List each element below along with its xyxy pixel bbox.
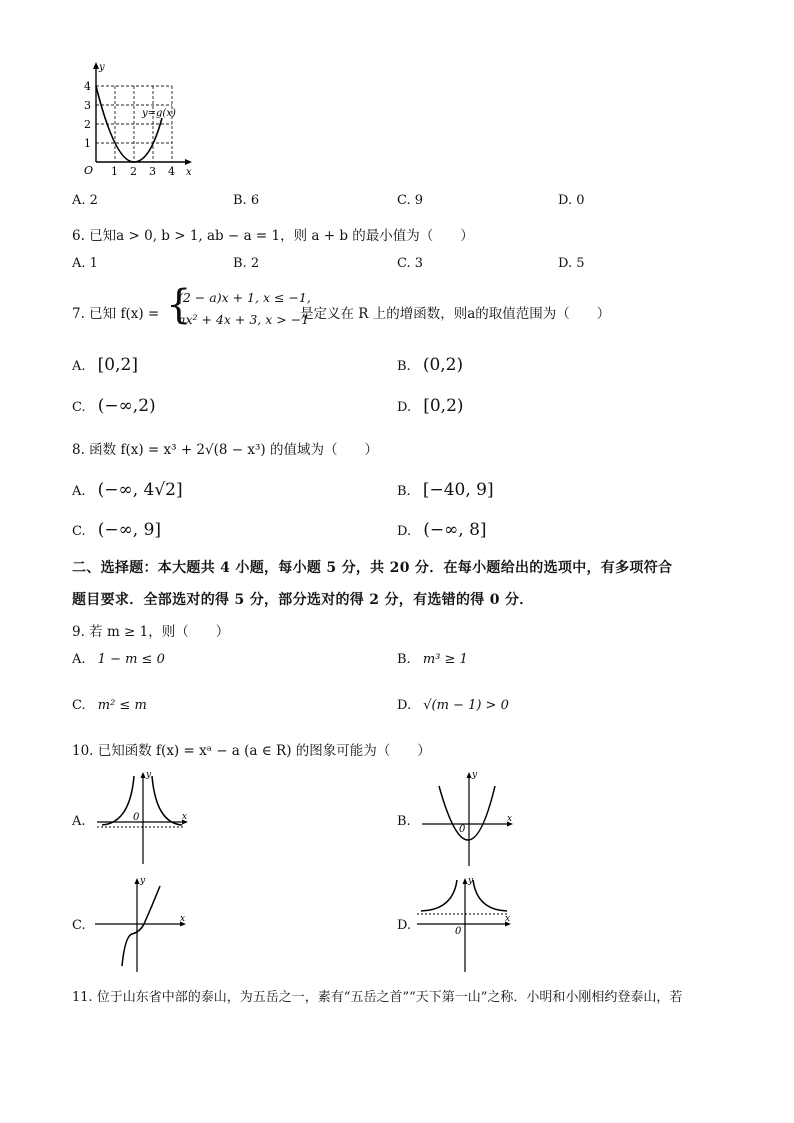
y-label: y [146, 770, 152, 780]
q7-option-d-letter: D. [397, 400, 412, 415]
q8-option-b[interactable] [397, 480, 494, 500]
y-tick-4: 4 [84, 80, 91, 93]
q9-option-b[interactable] [397, 652, 468, 667]
x-axis-arrow [185, 159, 192, 165]
q8-option-d-value: (−∞, 8] [423, 520, 487, 540]
q7-option-c[interactable] [72, 396, 156, 416]
q5-option-c[interactable]: C. 9 [397, 193, 424, 208]
q6-option-d[interactable]: D. 5 [558, 256, 585, 271]
section-2-heading-line-2: 题目要求．全部选对的得 5 分，部分选对的得 2 分，有选错的得 0 分． [72, 592, 534, 608]
q7-option-b[interactable] [397, 355, 463, 375]
q7-option-b-value: (0,2) [422, 355, 464, 375]
y-label: y [472, 770, 478, 780]
q9-option-c-letter: C. [72, 698, 86, 713]
q11-stem: 11. 位于山东省中部的泰山，为五岳之一，素有“五岳之首”“天下第一山”之称．小明和小刚相约登泰山，若 [72, 990, 683, 1005]
origin-label: 0 [133, 812, 140, 823]
graph-x-label: x [186, 167, 192, 178]
arrow-y [141, 772, 146, 778]
curve-right [473, 880, 507, 911]
q8-option-d[interactable] [397, 520, 487, 540]
q8-option-c-value: (−∞, 9] [97, 520, 162, 540]
cubic-curve [122, 886, 160, 966]
q7-option-c-letter: C. [72, 400, 86, 415]
arrow-y [135, 878, 140, 884]
x-tick-3: 3 [149, 165, 156, 178]
q6-option-a[interactable]: A. 1 [72, 256, 98, 271]
q10-option-c-letter[interactable]: C. [72, 918, 86, 933]
q10-graph-b[interactable] [417, 768, 517, 868]
q7-option-d[interactable] [397, 396, 464, 416]
y-label: y [140, 876, 146, 886]
q8-option-c[interactable] [72, 520, 161, 540]
q6-option-c[interactable]: C. 3 [397, 256, 424, 271]
x-tick-1: 1 [111, 165, 118, 178]
x-label: x [180, 914, 186, 924]
q9-option-a-letter: A. [72, 652, 86, 667]
graph-origin: O [84, 164, 94, 177]
q8-stem: 8. 函数 f(x) = x³ + 2√(8 − x³) 的值域为（ ） [72, 442, 378, 458]
q10-stem: 10. 已知函数 f(x) = xᵃ − a (a ∈ R) 的图象可能为（ ） [72, 743, 431, 759]
q8-option-b-letter: B. [397, 484, 411, 499]
q7-stem-suffix: 是定义在 R 上的增函数，则a的取值范围为（ ） [300, 306, 611, 322]
section-2-heading-line-1: 二、选择题：本大题共 4 小题，每小题 5 分，共 20 分．在每小题给出的选项中，有多项符合 [72, 560, 673, 576]
g-function-graph [70, 58, 200, 180]
graph-curve-label: y=g(x) [142, 108, 176, 119]
arrow-y [463, 878, 468, 884]
q10-option-d-letter[interactable]: D. [397, 918, 412, 933]
q10-graph-d[interactable] [417, 874, 517, 974]
q7-option-b-letter: B. [397, 359, 411, 374]
q7-case-1: (2 − a)x + 1, x ≤ −1, [178, 290, 311, 305]
y-tick-3: 3 [84, 99, 91, 112]
q8-option-d-letter: D. [397, 524, 412, 539]
q5-option-a[interactable]: A. 2 [72, 193, 98, 208]
q7-stem-prefix: 7. 已知 f(x) = [72, 306, 160, 322]
q7-case-2: ax² + 4x + 3, x > −1 [178, 312, 310, 327]
q9-option-a-value: 1 − m ≤ 0 [97, 652, 165, 667]
q9-option-d-value: √(m − 1) > 0 [423, 698, 509, 713]
y-tick-1: 1 [84, 137, 91, 150]
x-tick-2: 2 [130, 165, 137, 178]
curve-right [152, 776, 182, 825]
q9-option-a[interactable] [72, 652, 165, 667]
q6-option-b[interactable]: B. 2 [233, 256, 260, 271]
q7-option-d-value: [0,2) [423, 396, 464, 416]
q8-option-b-value: [−40, 9] [422, 480, 494, 500]
q5-option-d[interactable]: D. 0 [558, 193, 585, 208]
q9-option-d[interactable] [397, 698, 509, 713]
q7-option-c-value: (−∞,2) [97, 396, 156, 416]
arrow-y [467, 772, 472, 778]
q5-option-b[interactable]: B. 6 [233, 193, 260, 208]
curve-left [102, 776, 134, 825]
x-label: x [507, 814, 513, 824]
q7-option-a-letter: A. [72, 359, 86, 374]
q8-option-c-letter: C. [72, 524, 86, 539]
q9-option-c-value: m² ≤ m [97, 698, 147, 713]
q10-graph-a[interactable] [92, 768, 192, 866]
q6-stem: 6. 已知a > 0, b > 1, ab − a = 1，则 a + b 的最小值为（ ） [72, 228, 474, 244]
q7-brace: { [166, 282, 192, 328]
graph-y-label: y [99, 62, 105, 73]
origin-label: 0 [455, 926, 462, 937]
q7-option-a-value: [0,2] [97, 355, 138, 375]
q10-option-b-letter[interactable]: B. [397, 814, 411, 829]
x-tick-4: 4 [168, 165, 175, 178]
q10-option-a-letter[interactable]: A. [72, 814, 86, 829]
q8-option-a-letter: A. [72, 484, 86, 499]
x-label: x [505, 914, 511, 924]
curve-left [421, 880, 457, 911]
q9-option-b-value: m³ ≥ 1 [422, 652, 468, 667]
q9-option-c[interactable] [72, 698, 147, 713]
q7-option-a[interactable] [72, 355, 138, 375]
origin-label: 0 [459, 824, 466, 835]
q9-option-b-letter: B. [397, 652, 411, 667]
q9-option-d-letter: D. [397, 698, 412, 713]
x-label: x [182, 812, 188, 822]
q9-stem: 9. 若 m ≥ 1，则（ ） [72, 624, 230, 640]
q10-graph-c[interactable] [92, 874, 192, 974]
parabola [439, 786, 495, 840]
y-label: y [468, 876, 474, 886]
q8-option-a-value: (−∞, 4√2] [97, 480, 183, 500]
q8-option-a[interactable] [72, 480, 183, 500]
y-tick-2: 2 [84, 118, 91, 131]
